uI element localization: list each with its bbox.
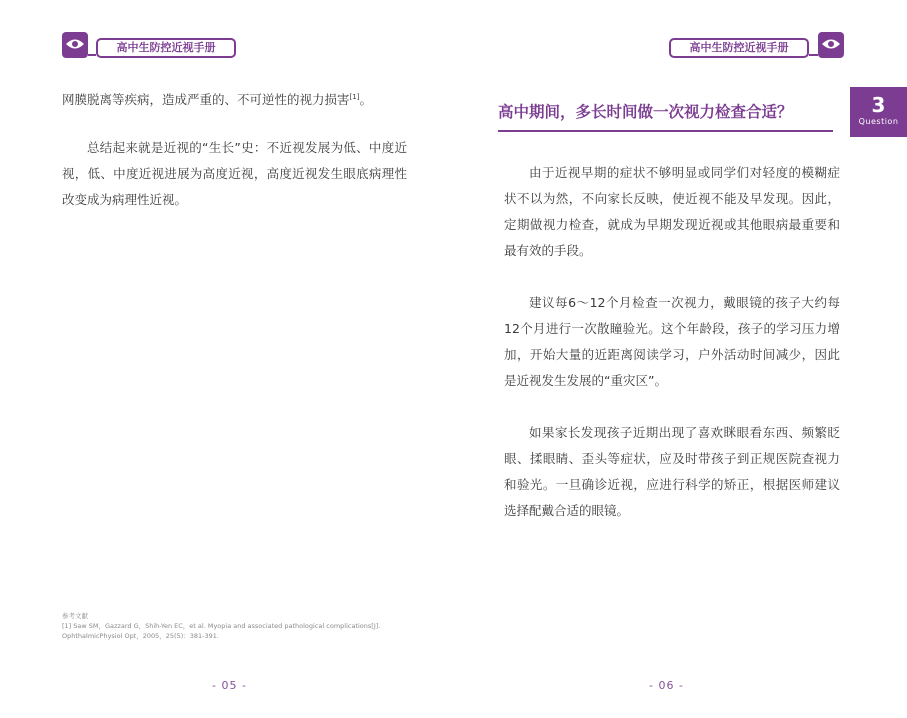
references [62, 611, 407, 641]
question-title: 高中期间，多长时间做一次视力检查合适？ [498, 103, 793, 121]
left-body [62, 84, 407, 213]
book-eye-icon [818, 32, 844, 58]
question-number: 3 [871, 93, 886, 117]
paragraph: 网膜脱离等疾病，造成严重的、不可逆性的视力损害[1]。 [62, 92, 372, 108]
header-title: 高中生防控近视手册 [669, 38, 809, 58]
header-rule [809, 54, 818, 56]
right-body [504, 160, 840, 524]
question-badge [850, 87, 907, 137]
header-rule [88, 54, 96, 56]
page-number: - 06 - [649, 679, 684, 692]
reference-item: [1] Saw SM，Gazzard G，Shih-Yen EC，et al. Myopia and associated pathological complications[J]. OphthalmicPhysiol Opt，2005，25(5)：381-391. [62, 622, 381, 640]
paragraph: 总结起来就是近视的“生长”史：不近视发展为低、中度近视，低、中度近视进展为高度近视，高度近视发生眼底病理性改变成为病理性近视。 [62, 140, 407, 208]
paragraph: 建议每6～12个月检查一次视力，戴眼镜的孩子大约每12个月进行一次散瞳验光。这个年龄段，孩子的学习压力增加，开始大量的近距离阅读学习，户外活动时间减少，因此是近视发生发展的“重灾区”。 [504, 295, 840, 388]
paragraph: 由于近视早期的症状不够明显或同学们对轻度的模糊症状不以为然，不向家长反映，使近视不能及早发现。因此，定期做视力检查，就成为早期发现近视或其他眼病最重要和最有效的手段。 [504, 165, 840, 258]
question-word: Question [858, 117, 899, 126]
citation-mark: [1] [349, 93, 360, 101]
question-underline [498, 130, 833, 132]
right-header [669, 32, 844, 58]
right-page [453, 0, 907, 718]
book-eye-icon [62, 32, 88, 58]
paragraph-text: 网膜脱离等疾病，造成严重的、不可逆性的视力损害 [62, 92, 350, 108]
page-number: - 05 - [212, 679, 247, 692]
left-page [0, 0, 453, 718]
references-title: 参考文献 [62, 612, 88, 620]
paragraph: 如果家长发现孩子近期出现了喜欢眯眼看东西、频繁眨眼、揉眼睛、歪头等症状，应及时带孩子到正规医院查视力和验光。一旦确诊近视，应进行科学的矫正，根据医师建议选择配戴合适的眼镜。 [504, 425, 840, 518]
header-title: 高中生防控近视手册 [96, 38, 236, 58]
left-header [62, 32, 237, 58]
